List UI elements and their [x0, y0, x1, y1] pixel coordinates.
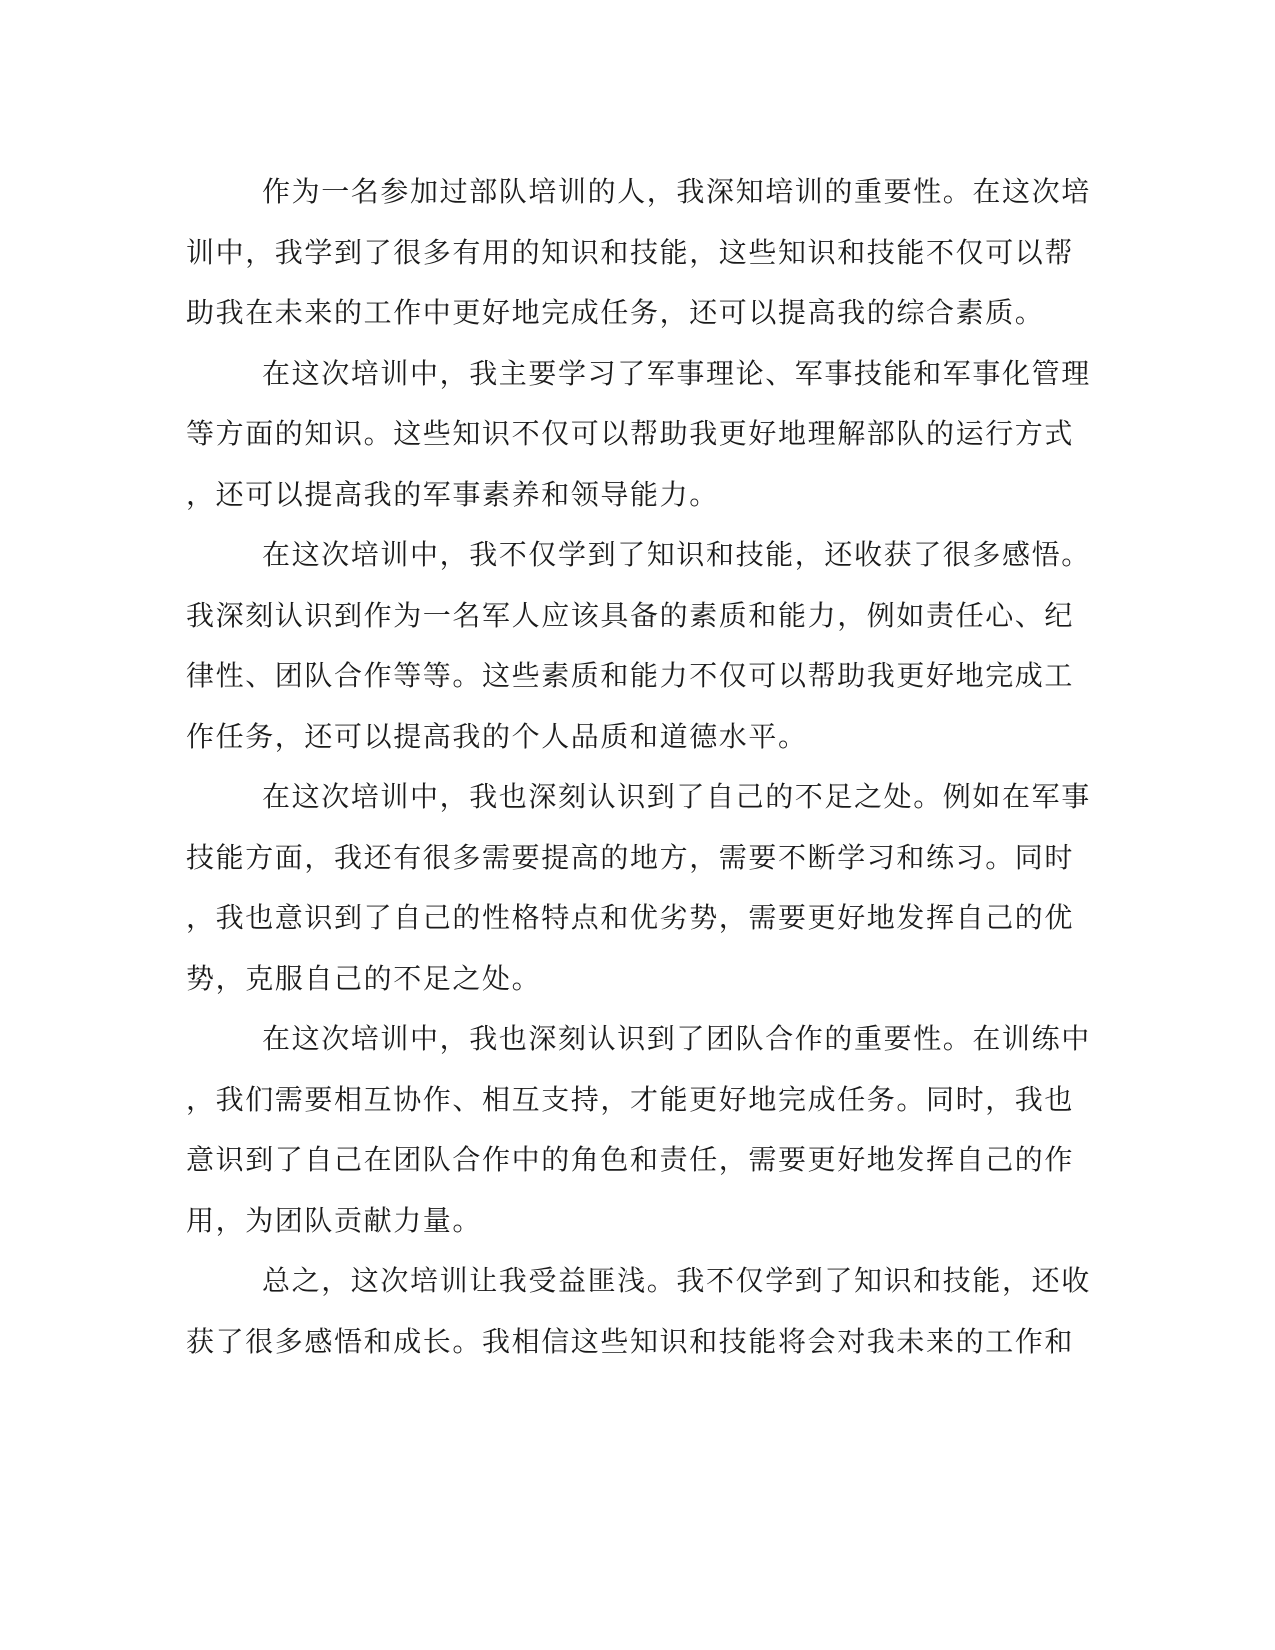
paragraph-line: 技能方面，我还有很多需要提高的地方，需要不断学习和练习。同时 [186, 840, 1075, 874]
paragraph-line: 作任务，还可以提高我的个人品质和道德水平。 [186, 719, 808, 753]
paragraph-line: ，我们需要相互协作、相互支持，才能更好地完成任务。同时，我也 [186, 1082, 1075, 1116]
paragraph-line: 势，克服自己的不足之处。 [186, 961, 542, 995]
paragraph-line: 获了很多感悟和成长。我相信这些知识和技能将会对我未来的工作和 [186, 1324, 1075, 1358]
paragraph-first-line: 在这次培训中，我不仅学到了知识和技能，还收获了很多感悟。 [262, 538, 1091, 571]
paragraph-line: 律性、团队合作等等。这些素质和能力不仅可以帮助我更好地完成工 [186, 659, 1075, 692]
paragraph-first-line: 作为一名参加过部队培训的人，我深知培训的重要性。在这次培 [262, 175, 1091, 208]
paragraph-first-line: 在这次培训中，我也深刻认识到了自己的不足之处。例如在军事 [262, 780, 1091, 813]
paragraph-line: 训中，我学到了很多有用的知识和技能，这些知识和技能不仅可以帮 [186, 235, 1075, 269]
paragraph-line: 等方面的知识。这些知识不仅可以帮助我更好地理解部队的运行方式 [186, 417, 1075, 450]
paragraph-first-line: 在这次培训中，我主要学习了军事理论、军事技能和军事化管理 [262, 356, 1091, 390]
paragraph-line: ，还可以提高我的军事素养和领导能力。 [186, 477, 719, 511]
paragraph-line: 用，为团队贡献力量。 [186, 1203, 483, 1237]
paragraph-line: ，我也意识到了自己的性格特点和优劣势，需要更好地发挥自己的优 [186, 901, 1075, 934]
paragraph-line: 助我在未来的工作中更好地完成任务，还可以提高我的综合素质。 [186, 296, 1045, 329]
paragraph-first-line: 在这次培训中，我也深刻认识到了团队合作的重要性。在训练中 [262, 1022, 1091, 1055]
paragraph-first-line: 总之，这次培训让我受益匪浅。我不仅学到了知识和技能，还收 [262, 1264, 1091, 1297]
document-body [186, 162, 1091, 1372]
paragraph-line: 意识到了自己在团队合作中的角色和责任，需要更好地发挥自己的作 [186, 1143, 1075, 1176]
paragraph-line: 我深刻认识到作为一名军人应该具备的素质和能力，例如责任心、纪 [186, 598, 1075, 632]
